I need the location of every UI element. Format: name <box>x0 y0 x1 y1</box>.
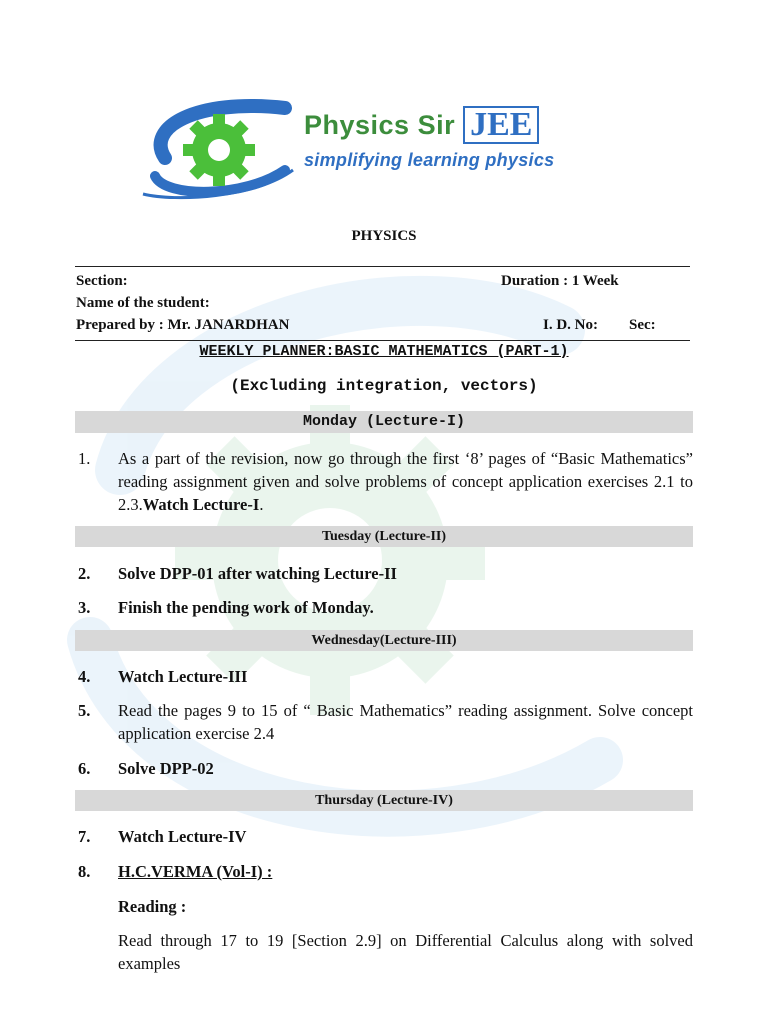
list-item <box>75 757 693 780</box>
day-bar-wednesday: Wednesday(Lecture-III) <box>75 630 693 651</box>
item-text-end: . <box>259 495 264 514</box>
item-text-body: As a part of the revision, now go through the first ‘8’ pages of “Basic Mathematics” reading assignment given and solve problems of concept application exercises 2.1 to 2.3. <box>118 449 693 514</box>
duration-label: Duration : 1 Week <box>501 273 619 289</box>
reading-paragraph: Read through 17 to 19 [Section 2.9] on Differential Calculus along with solved examples <box>118 931 693 973</box>
reading-paragraph-row <box>75 929 693 973</box>
brand-text <box>304 106 554 171</box>
item-number: 1. <box>78 449 91 468</box>
item-text: H.C.VERMA (Vol-I) : <box>118 862 273 881</box>
item-text-bold: Watch Lecture-I <box>142 495 260 514</box>
section-label: Section: <box>76 273 128 289</box>
gear-logo-icon <box>135 98 305 202</box>
list-item <box>75 447 693 516</box>
item-text: Read the pages 9 to 15 of “ Basic Mathematics” reading assignment. Solve concept application exercise 2.4 <box>118 701 693 743</box>
day-bar-tuesday: Tuesday (Lecture-II) <box>75 526 693 547</box>
item-text: Watch Lecture-IV <box>118 827 247 846</box>
divider-header <box>75 340 690 341</box>
item-number: 2. <box>78 564 91 583</box>
reading-heading-row <box>75 895 693 918</box>
item-text: Finish the pending work of Monday. <box>118 598 374 617</box>
prepared-by-label: Prepared by : Mr. JANARDHAN <box>76 317 290 333</box>
list-item <box>75 562 693 585</box>
brand-tagline: simplifying learning physics <box>304 150 555 170</box>
planner-subtitle: (Excluding integration, vectors) <box>230 377 538 395</box>
divider-top <box>75 266 690 267</box>
list-item <box>75 699 693 745</box>
reading-heading: Reading : <box>118 897 187 916</box>
brand-logo <box>135 98 635 202</box>
list-item <box>75 860 693 883</box>
day-bar-monday: Monday (Lecture-I) <box>75 411 693 433</box>
item-text: Solve DPP-01 after watching Lecture-II <box>118 564 397 583</box>
id-number-label: I. D. No: <box>543 317 598 333</box>
item-number: 5. <box>78 701 91 720</box>
item-number: 8. <box>78 862 91 881</box>
item-number: 7. <box>78 827 91 846</box>
subject-title: PHYSICS <box>351 228 417 244</box>
sec-label: Sec: <box>629 317 656 333</box>
day-bar-thursday: Thursday (Lecture-IV) <box>75 790 693 811</box>
brand-name: Physics Sir <box>304 109 456 140</box>
brand-box: JEE <box>463 106 539 144</box>
list-item <box>75 596 693 619</box>
item-text: Watch Lecture-III <box>118 667 248 686</box>
item-text: Solve DPP-02 <box>118 759 214 778</box>
item-number: 4. <box>78 667 91 686</box>
list-item <box>75 665 693 688</box>
item-number: 3. <box>78 598 91 617</box>
student-name-label: Name of the student: <box>76 295 210 311</box>
list-item <box>75 825 693 848</box>
item-number: 6. <box>78 759 91 778</box>
planner-title: WEEKLY PLANNER:BASIC MATHEMATICS (PART-1) <box>199 343 569 360</box>
item-text <box>118 447 693 516</box>
